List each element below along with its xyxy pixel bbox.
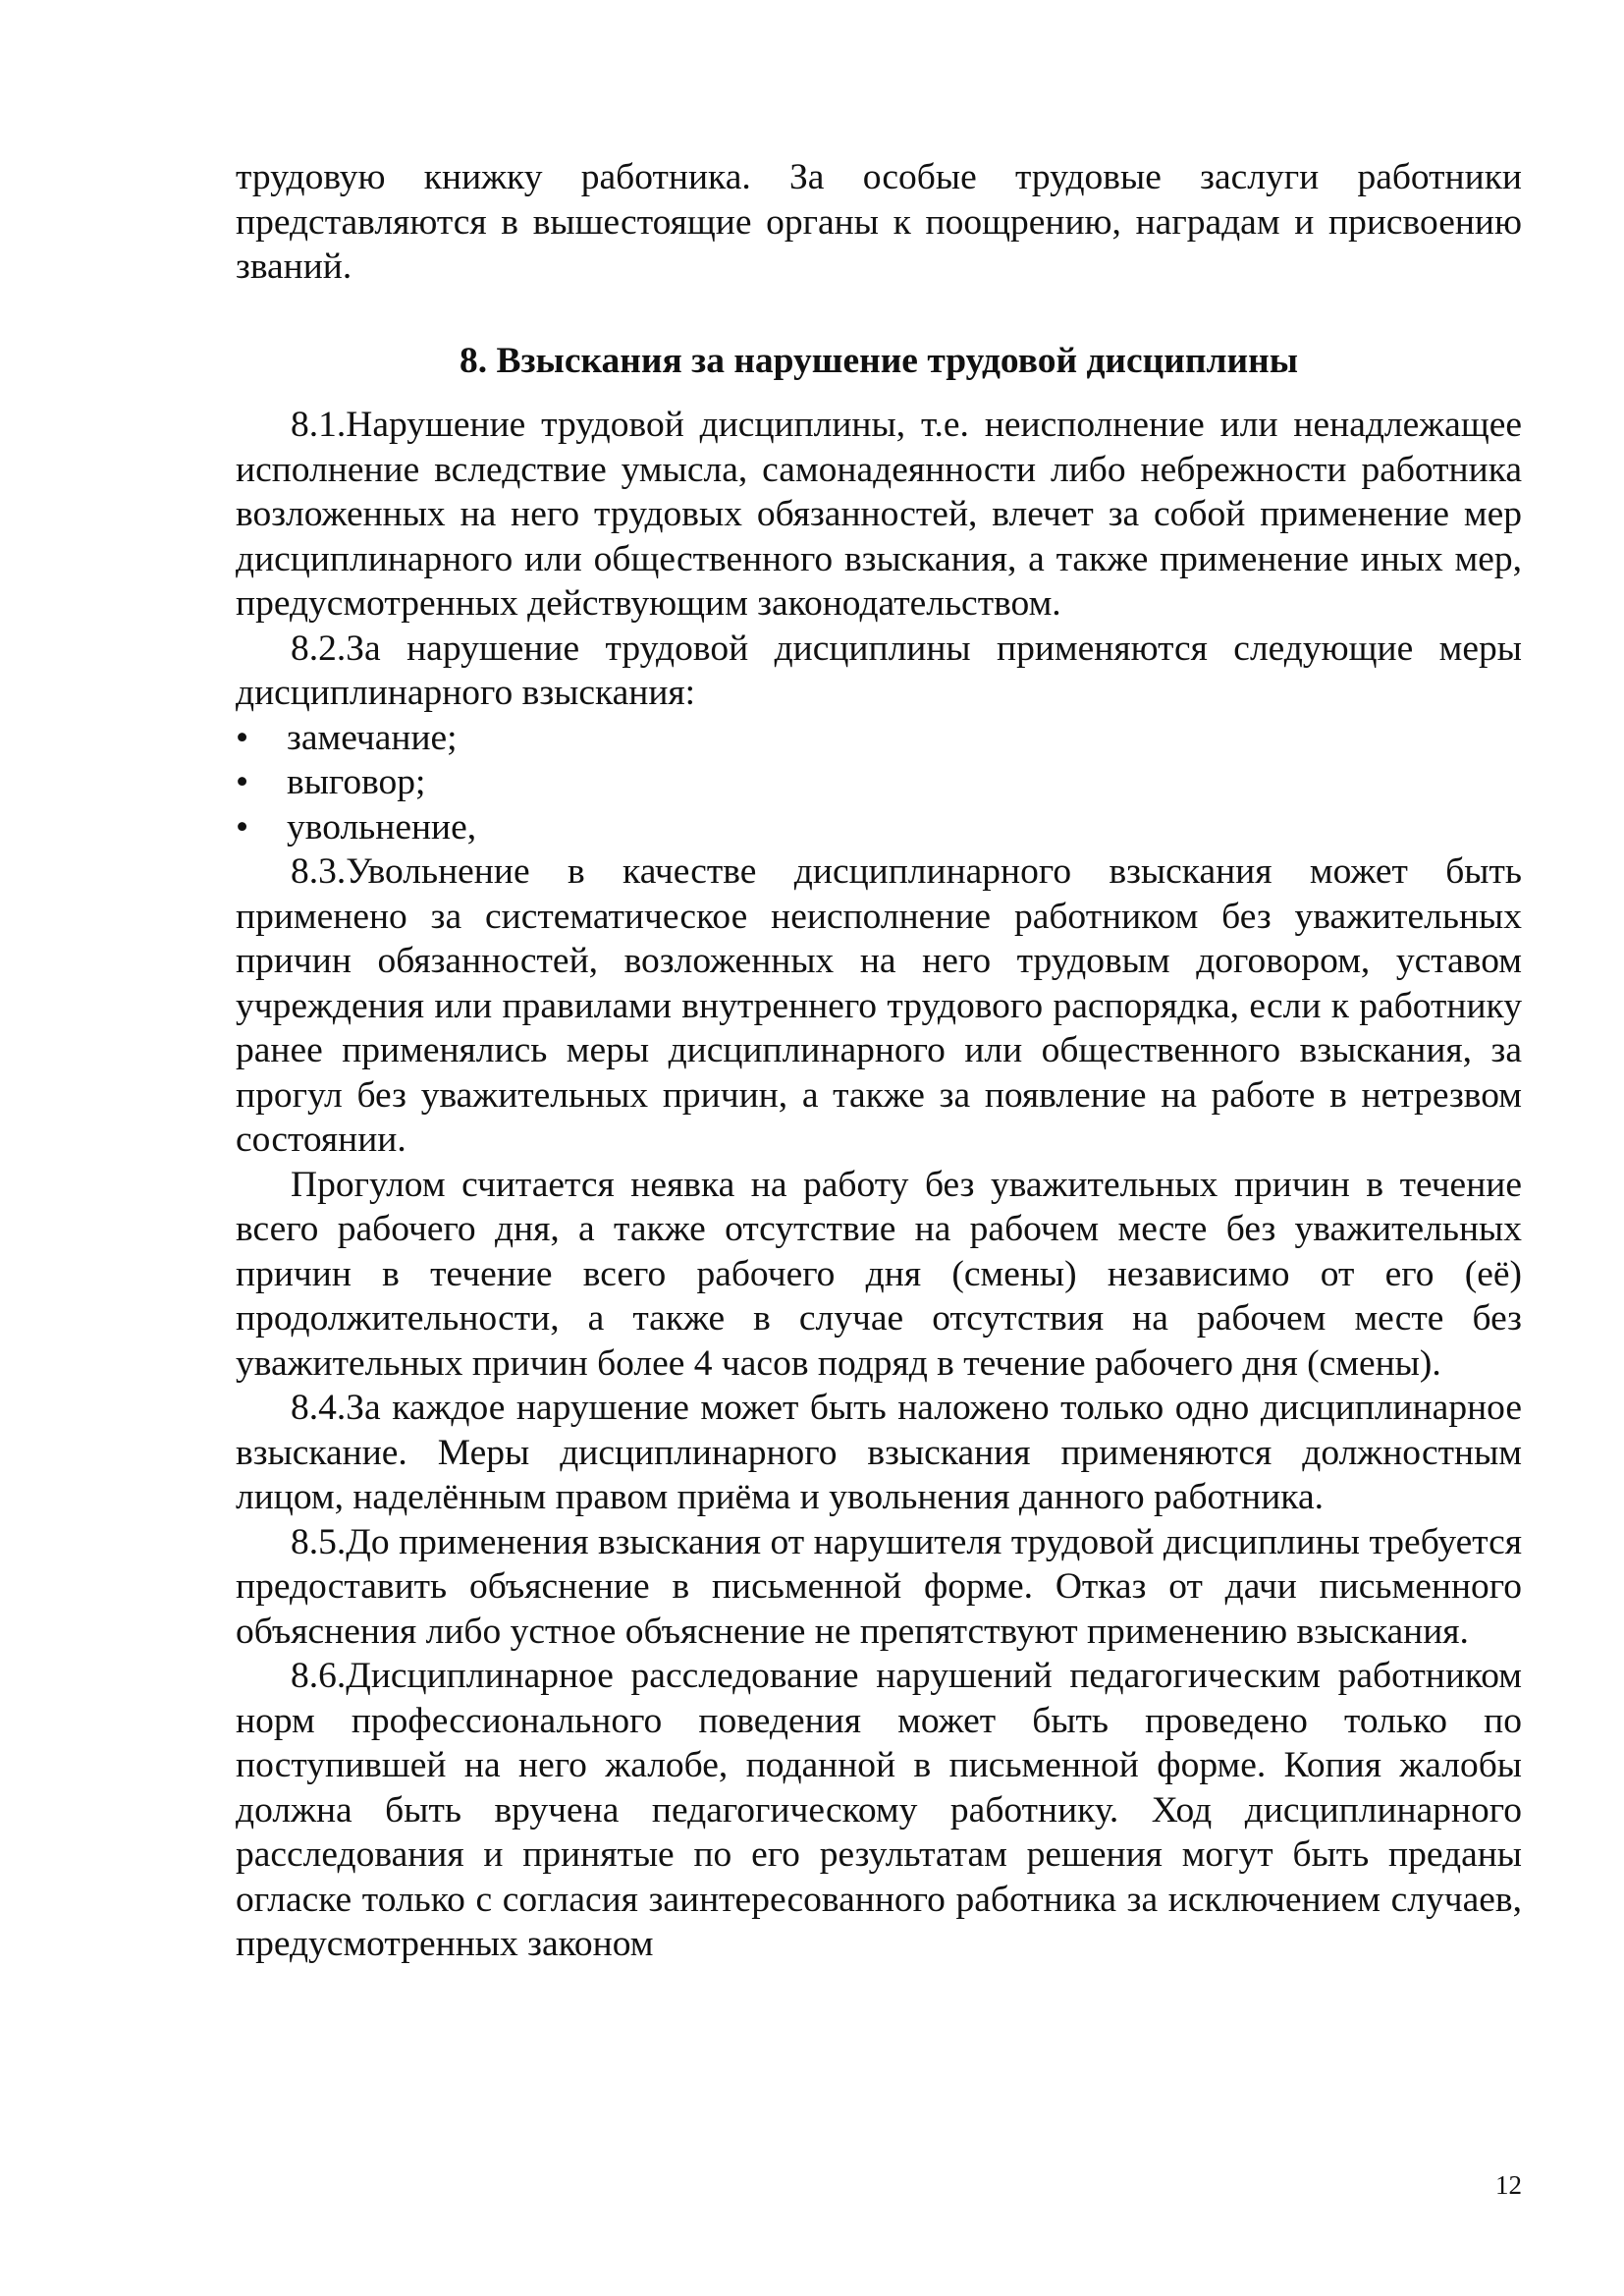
item-text: До применения взыскания от нарушителя трудовой дисциплины требуется предоставить объяснение в письменной форме. Отказ от дачи письменного объяснения либо устное объяснение не препятствуют применению взыскания. xyxy=(236,1521,1522,1652)
list-item xyxy=(236,805,1522,850)
item-text: Нарушение трудовой дисциплины, т.е. неисполнение или ненадлежащее исполнение вследствие умысла, самонадеянности либо небрежности работника возложенных на него трудовых обязанностей, влечет за собой применение мер дисциплинарного или общественного взыскания, а также применение иных мер, предусмотренных действующим законодательством. xyxy=(236,405,1522,624)
list-item xyxy=(236,716,1522,761)
item-number: 8.3. xyxy=(291,851,347,892)
item-8-3 xyxy=(236,849,1522,1163)
item-text: За каждое нарушение может быть наложено только одно дисциплинарное взыскание. Меры дисциплинарного взыскания применяются должностным лицом, наделённым правом приёма и увольнения данного работника. xyxy=(236,1388,1522,1517)
section-heading: 8. Взыскания за нарушение трудовой дисциплины xyxy=(459,340,1299,381)
document-page xyxy=(236,155,1522,1967)
bullet-icon: • xyxy=(236,762,249,802)
item-number: 8.4. xyxy=(291,1388,347,1428)
page-number: 12 xyxy=(1495,2170,1522,2200)
list-item xyxy=(236,760,1522,805)
item-8-2 xyxy=(236,627,1522,716)
continuation-paragraph: трудовую книжку работника. За особые трудовые заслуги работники представляются в вышестоящие органы к поощрению, наградам и присвоению званий. xyxy=(236,157,1522,287)
list-item-text: замечание; xyxy=(287,717,458,758)
item-8-1 xyxy=(236,403,1522,627)
bullet-icon: • xyxy=(236,806,249,847)
item-8-6 xyxy=(236,1654,1522,1967)
item-number: 8.5. xyxy=(291,1521,347,1562)
item-text: Дисциплинарное расследование нарушений педагогическим работником норм профессионального поведения может быть проведено только по поступившей на него жалобе, поданной в письменной форме. Копия жалобы должна быть вручена педагогическому работнику. Ход дисциплинарного расследования и принятые по его результатам решения могут быть преданы огласке только с согласия заинтересованного работника за исключением случаев, предусмотренных законом xyxy=(236,1656,1522,1964)
item-number: 8.2. xyxy=(291,628,347,669)
item-text: За нарушение трудовой дисциплины применяются следующие меры дисциплинарного взыскания: xyxy=(236,628,1522,713)
item-number: 8.6. xyxy=(291,1656,347,1696)
item-number: 8.1. xyxy=(291,405,347,445)
bullet-icon: • xyxy=(236,717,249,758)
item-8-4 xyxy=(236,1386,1522,1520)
penalty-list xyxy=(236,716,1522,850)
list-item-text: выговор; xyxy=(287,762,426,802)
list-item-text: увольнение, xyxy=(287,806,477,847)
item-8-5 xyxy=(236,1520,1522,1655)
item-text: Увольнение в качестве дисциплинарного взыскания может быть применено за систематическое неисполнение работником без уважительных причин обязанностей, возложенных на него трудовым договором, уставом учреждения или правилами внутреннего трудового распорядка, если к работнику ранее применялись меры дисциплинарного или общественного взыскания, за прогул без уважительных причин, а также за появление на работе в нетрезвом состоянии. xyxy=(236,851,1522,1160)
absence-paragraph: Прогулом считается неявка на работу без уважительных причин в течение всего рабочего дня, а также отсутствие на рабочем месте без уважительных причин в течение всего рабочего дня (смены) независимо от его (её) продолжительности, а также в случае отсутствия на рабочем месте без уважительных причин более 4 часов подряд в течение рабочего дня (смены). xyxy=(236,1164,1522,1384)
